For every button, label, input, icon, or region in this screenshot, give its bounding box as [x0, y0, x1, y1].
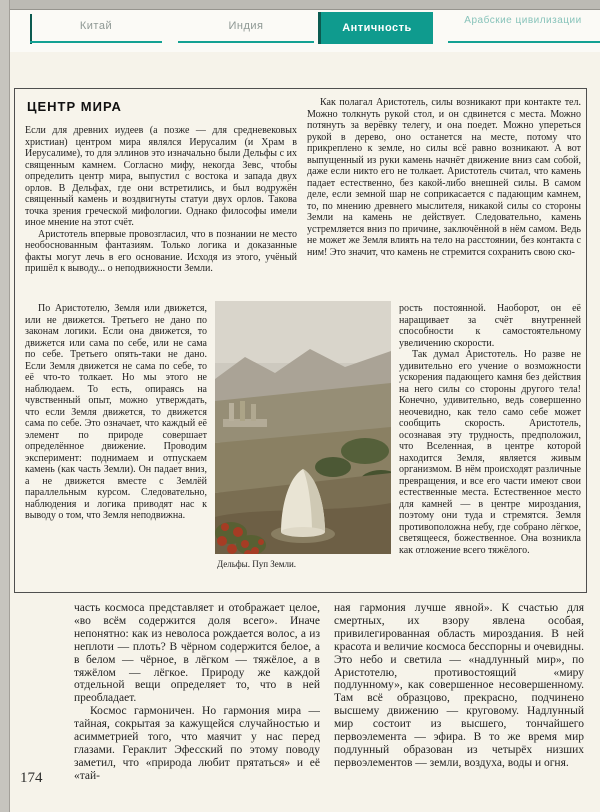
- tab-antiquity-active[interactable]: Античность: [318, 12, 433, 44]
- page-number: 174: [20, 770, 43, 786]
- article-right-column-narrow: [399, 303, 581, 585]
- paragraph: Так думал Аристотель. Но разве не удивительно его учение о возможности ускорения падающего камня без действия на него силы со стороны другого тела! Конечно, удивительно, ведь совершенно неочевидно, как тело само себе может сообщить скорость. Аристотель, осознавая эту трудность, предположил, что Вселенная, в центре которой находится Земля, является живым организмом. В нём происходят различные превращения, и все его части имеют свои естественные места. Естественное место для камней — в центре мироздания, поэтому они туда и стремятся. Земля противоположна небу, где собрано лёгкое, светящееся, божественное. Она возникла как отложение всего тяжёлого.: [399, 349, 581, 556]
- body-text-left-column: [74, 602, 320, 790]
- tab-china-underline: [30, 41, 162, 43]
- paragraph: Космос гармоничен. Но гармония мира — тайная, сокрытая за кажущейся случайностью и асимметрией того, что маячит у нас перед глазами. Гераклит Эфесский по этому поводу заметил, что «природа любит прятаться» и её «тай-: [74, 705, 320, 782]
- tab-arab-civilizations[interactable]: Арабские цивилизации: [464, 15, 582, 26]
- paragraph: часть космоса представляет и отображает целое, «во всём содержится доля всего». Иначе непонятно: как из неволоса рождается волос, а из неплоти — плоть? В чёрном содержится белое, а в белом — чёрное, в лёгком — тяжёлое, а в тяжёлом — лёгкое. Природу же каждой отдельной вещи определяет то, что в ней преобладает.: [74, 602, 320, 705]
- delphi-photo-art: [215, 301, 391, 554]
- body-text-right-column: [334, 602, 584, 790]
- paragraph: По Аристотелю, Земля или движется, или не движется. Третьего не дано по законам логики. Если она движется, то движется или сама по себе, или не сама по себе. Третьего опять-таки не дано. Если Земля движется не сама по себе, то её что-то толкает. Но мы этого не наблюдаем. То есть, опираясь на чувственный опыт, можно утверждать, что если Земля движется, то движется сама по себе. Это означает, что каждый её элемент по природе совершает определённое движение. Проводим эксперимент: поднимаем и отпускаем камень (как часть Земли). Он падает вниз, а не движется вместе с Землёй параллельным курсом. Следовательно, наблюдения и логика приводят нас к выводу о том, что Земля неподвижна.: [25, 303, 207, 521]
- paragraph: рость постоянной. Наоборот, он её наращивает за счёт внутренней способности к самостоятельному увеличению скорости.: [399, 303, 581, 349]
- article-left-column-narrow: [25, 303, 207, 555]
- delphi-photo: [215, 301, 391, 554]
- tab-india-underline: [178, 41, 314, 43]
- paragraph: Если для древних иудеев (а позже — для средневековых христиан) центром мира являлся Иерусалим (и Храм в Иерусалиме), то для эллинов это изначально были Дельфы с их священным камнем. Согласно мифу, некогда Зевс, чтобы определить центр мира, выпустил с востока и запада двух орлов. В Дельфах, где они встретились, и был водружён священный камень и воздвигнуты статуи двух орлов. Такова точка зрения греческой мифологии. Однако философы имели иное мнение на этот счёт.: [25, 125, 297, 228]
- paragraph: ная гармония лучше явной». К счастью для смертных, их взору явлена особая, привилегированная область мироздания. В ней красота и величие космоса бесспорны и очевидны. Это небо и светила — «надлунный мир», по Аристотелю, противостоящий «миру подлунному», как совершенное несовершенному. Там всё образцово, прекрасно, подчинено высшему движению — круговому. Надлунный мир состоит из высшего, тончайшего первоэлемента — эфира. В то же время мир подлунный образован из четырёх низших первоэлементов — земли, воздуха, воды и огня.: [334, 602, 584, 769]
- sidebar-article-box: [14, 88, 587, 593]
- photo-caption: Дельфы. Пуп Земли.: [217, 559, 297, 569]
- paragraph: Как полагал Аристотель, силы возникают при контакте тел. Можно толкнуть рукой стол, и он сдвинется с места. Можно потянуть за верёвку телегу, и она поедет. Можно упереться рукой в дерево, оно останется на месте, потому что прикреплено к земле, но силы всё равно возникают. А вот выпущенный из руки камень начнёт движение вниз сам собой, даже если никто его не толкает. Аристотель считал, что камень падает естественно, без какой-либо внешней силы. В самом деле, если земной шар не соприкасается с падающим камнем, то, по мнению древнего мыслителя, никакой силы со стороны Земли на камень не действует. Следовательно, камень устремляется вниз по причине, заключённой в нём самом. Ведь не может же Земля влиять на тело на расстоянии, без контакта с ним! Это значит, что камень не стремится сохранить свою ско-: [307, 97, 581, 258]
- paragraph: Аристотель впервые провозгласил, что в познании не место необоснованным фантазиям. Только логика и доказанные факты могут лечь в его основание. Исходя из этого, учёный пришёл к выводу... о неподвижности Земли.: [25, 228, 297, 274]
- tab-arab-underline: [448, 41, 600, 43]
- article-title: ЦЕНТР МИРА: [27, 99, 122, 114]
- scan-edge-left: [0, 0, 10, 812]
- tab-india[interactable]: Индия: [228, 20, 264, 32]
- tab-china[interactable]: Китай: [79, 20, 113, 32]
- article-right-column: [307, 97, 581, 300]
- scan-edge-top: [0, 0, 600, 10]
- article-left-column: [25, 125, 297, 303]
